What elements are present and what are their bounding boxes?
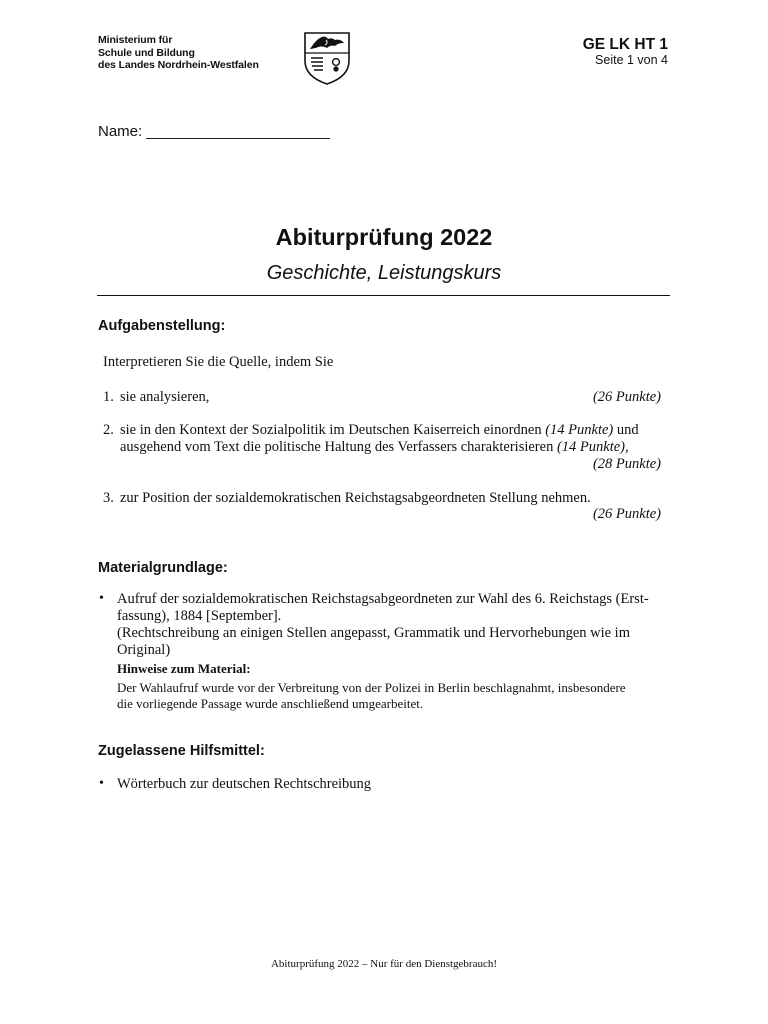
nrw-coat-of-arms-icon xyxy=(302,31,352,85)
material-note-line: die vorliegende Passage wurde anschließend umgearbeitet. xyxy=(117,696,424,711)
material-note-line: Der Wahlaufruf wurde vor der Verbreitung von der Polizei in Berlin beschlagnahmt, insbesondere xyxy=(117,680,626,695)
task-subpoints: (14 Punkte), xyxy=(556,439,629,455)
task-item-1 xyxy=(103,389,114,406)
material-note-heading: Hinweise zum Material: xyxy=(117,661,251,676)
task-item-points: (26 Punkte) xyxy=(592,506,661,522)
bullet-icon: • xyxy=(99,591,104,606)
name-line: ______________________ xyxy=(146,123,330,140)
material-text xyxy=(117,591,649,659)
task-intro: Interpretieren Sie die Quelle, indem Sie xyxy=(103,354,334,370)
exam-code: GE LK HT 1 xyxy=(582,36,668,53)
page-title: Abiturprüfung 2022 xyxy=(275,224,493,250)
ministry-line: des Landes Nordrhein-Westfalen xyxy=(98,59,259,71)
material-note xyxy=(117,680,626,712)
task-item-points: (28 Punkte) xyxy=(592,456,661,472)
aids-item: Wörterbuch zur deutschen Rechtschreibung xyxy=(117,776,372,792)
task-item-points: (26 Punkte) xyxy=(592,389,661,405)
page-info: Seite 1 von 4 xyxy=(595,53,668,67)
material-line: Original) xyxy=(117,642,171,658)
exam-code-block xyxy=(583,36,668,68)
task-item-2-line-1 xyxy=(120,422,639,439)
material-line: (Rechtschreibung an einigen Stellen angepasst, Grammatik und Hervorhebungen wie im xyxy=(117,625,630,641)
task-item-number: 2. xyxy=(103,422,114,438)
name-field xyxy=(98,123,330,140)
material-heading: Materialgrundlage: xyxy=(98,560,228,576)
ministry-name xyxy=(98,34,259,72)
aids-heading: Zugelassene Hilfsmittel: xyxy=(98,743,265,759)
page-subtitle: Geschichte, Leistungskurs xyxy=(266,262,502,284)
task-item-text: sie analysieren, xyxy=(120,389,210,405)
task-item-2-line-2 xyxy=(120,439,629,456)
material-line: Aufruf der sozialdemokratischen Reichstagsabgeordneten zur Wahl des 6. Reichstags (Erst- xyxy=(117,591,649,607)
ministry-line: Schule und Bildung xyxy=(98,46,195,59)
bullet-icon: • xyxy=(99,776,104,791)
task-item-text: zur Position der sozialdemokratischen Reichstagsabgeordneten Stellung nehmen. xyxy=(120,490,591,506)
task-subpoints: (14 Punkte) xyxy=(545,422,614,438)
ministry-line: Ministerium für xyxy=(98,34,173,46)
task-item-text: sie in den Kontext der Sozialpolitik im Deutschen Kaiserreich einordnen xyxy=(120,422,542,438)
task-item-text: und xyxy=(616,422,639,438)
page-footer: Abiturprüfung 2022 – Nur für den Dienstgebrauch! xyxy=(270,958,498,970)
task-item-text: ausgehend vom Text die politische Haltung des Verfassers charakterisieren xyxy=(120,439,554,455)
task-item-number: 3. xyxy=(103,490,114,506)
task-heading: Aufgabenstellung: xyxy=(98,318,226,334)
task-item-number: 1. xyxy=(103,389,114,405)
material-line: fassung), 1884 [September]. xyxy=(117,608,282,624)
title-divider xyxy=(97,295,670,296)
name-label: Name: xyxy=(98,123,143,140)
